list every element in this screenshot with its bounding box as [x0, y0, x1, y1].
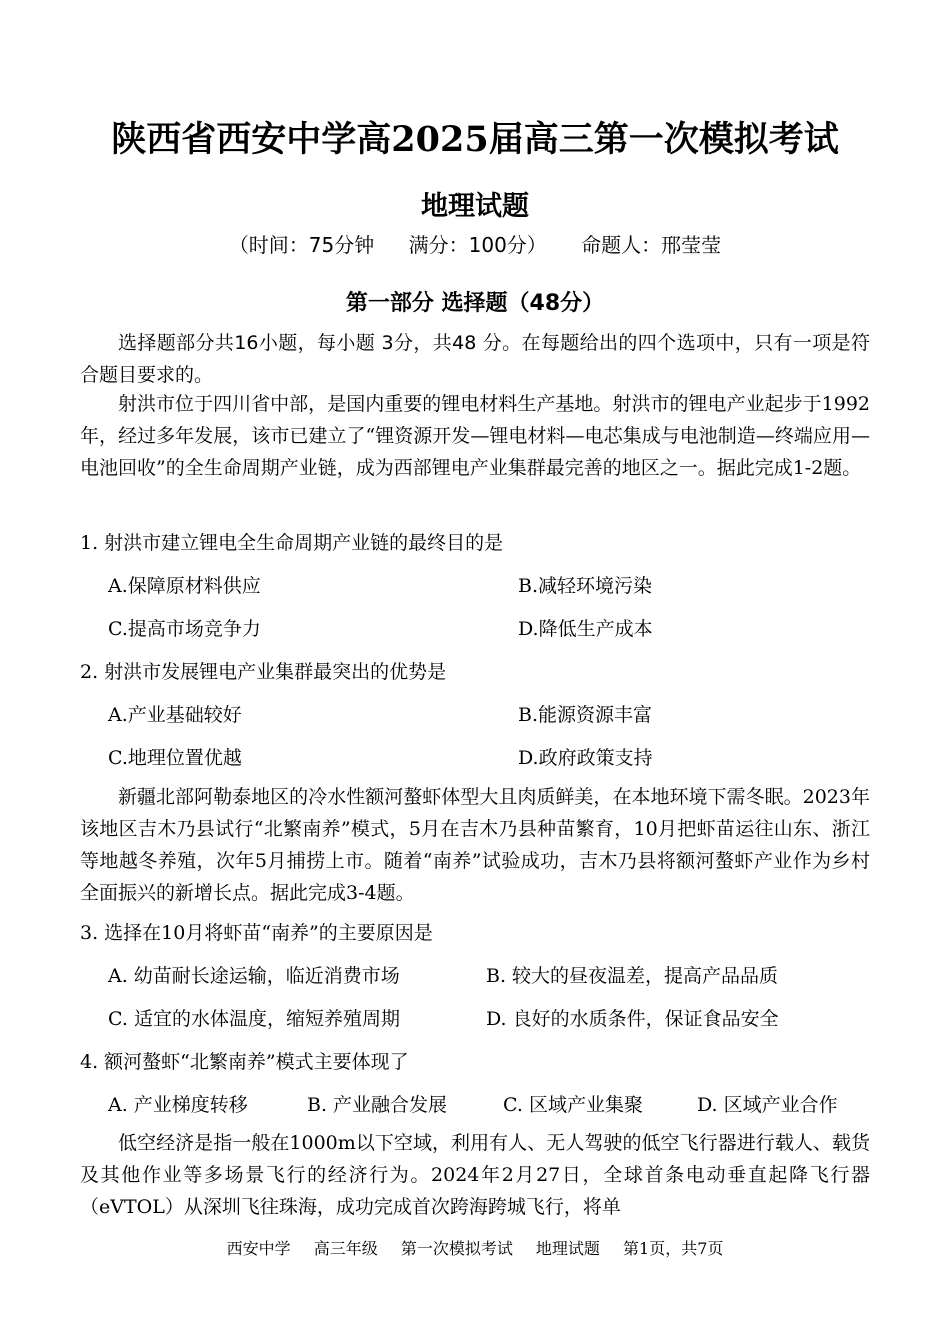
question-4-option-c: C. 区域产业集聚	[503, 1094, 643, 1116]
passage-2: 新疆北部阿勒泰地区的冷水性额河螯虾体型大且肉质鲜美，在本地环境下需冬眠。2023年该地区吉木乃县试行“北繁南养”模式，5月在吉木乃县种苗繁育，10月把虾苗运往山东、浙江等地越冬养殖，次年5月捕捞上市。随着“南养”试验成功，吉木乃县将额河螯虾产业作为乡村全面振兴的新增长点。据此完成3-4题。	[80, 786, 870, 904]
page-footer	[0, 1236, 950, 1259]
question-2-stem: 2. 射洪市发展锂电产业集群最突出的优势是	[80, 661, 447, 683]
exam-meta	[0, 229, 950, 258]
question-3-stem: 3. 选择在10月将虾苗“南养”的主要原因是	[80, 922, 433, 944]
question-3-option-b: B. 较大的昼夜温差，提高产品品质	[486, 965, 779, 987]
passage-1: 射洪市位于四川省中部，是国内重要的锂电材料生产基地。射洪市的锂电产业起步于1992年，经过多年发展，该市已建立了“锂资源开发—锂电材料—电芯集成与电池制造—终端应用—电池回收”的全生命周期产业链，成为西部锂电产业集群最完善的地区之一。据此完成1-2题。	[80, 393, 870, 479]
question-3-option-d: D. 良好的水质条件，保证食品安全	[486, 1008, 779, 1030]
question-3-option-c: C. 适宜的水体温度，缩短养殖周期	[108, 1008, 400, 1030]
part-heading: 第一部分 选择题（48分）	[345, 291, 605, 316]
question-4-option-d: D. 区域产业合作	[697, 1094, 838, 1116]
question-2-option-c: C.地理位置优越	[108, 747, 242, 769]
footer-grade: 高三年级	[313, 1239, 378, 1258]
exam-title: 陕西省西安中学高2025届高三第一次模拟考试	[111, 119, 839, 160]
question-1-option-d: D.降低生产成本	[518, 618, 653, 640]
question-4-option-a: A. 产业梯度转移	[108, 1094, 248, 1116]
question-1-option-a: A.保障原材料供应	[108, 575, 261, 597]
footer-page-number: 第1页，共7页	[623, 1239, 724, 1258]
question-2-option-a: A.产业基础较好	[108, 704, 242, 726]
passage-3: 低空经济是指一般在1000m以下空域，利用有人、无人驾驶的低空飞行器进行载人、载货及其他作业等多场景飞行的经济行为。2024年2月27日，全球首条电动垂直起降飞行器（eVTOL）从深圳飞往珠海，成功完成首次跨海跨城飞行，将单	[80, 1132, 870, 1218]
question-1-stem: 1. 射洪市建立锂电全生命周期产业链的最终目的是	[80, 532, 504, 554]
instructions: 选择题部分共16小题，每小题 3分，共48 分。在每题给出的四个选项中，只有一项是符合题目要求的。	[80, 332, 870, 386]
question-3-option-a: A. 幼苗耐长途运输，临近消费市场	[108, 965, 400, 987]
exam-subtitle: 地理试题	[421, 191, 529, 222]
question-1-option-b: B.减轻环境污染	[518, 575, 653, 597]
footer-school: 西安中学	[226, 1239, 291, 1258]
footer-exam: 第一次模拟考试	[400, 1239, 513, 1258]
exam-author: 命题人：邢莹莹	[581, 233, 722, 257]
exam-score: 满分：100分）	[408, 233, 547, 257]
question-2-option-b: B.能源资源丰富	[518, 704, 653, 726]
question-2-option-d: D.政府政策支持	[518, 747, 653, 769]
question-1-option-c: C.提高市场竞争力	[108, 618, 261, 640]
question-4-option-b: B. 产业融合发展	[307, 1094, 448, 1116]
footer-subject: 地理试题	[535, 1239, 600, 1258]
exam-time: （时间：75分钟	[228, 233, 375, 257]
question-4-stem: 4. 额河螯虾“北繁南养”模式主要体现了	[80, 1051, 409, 1073]
